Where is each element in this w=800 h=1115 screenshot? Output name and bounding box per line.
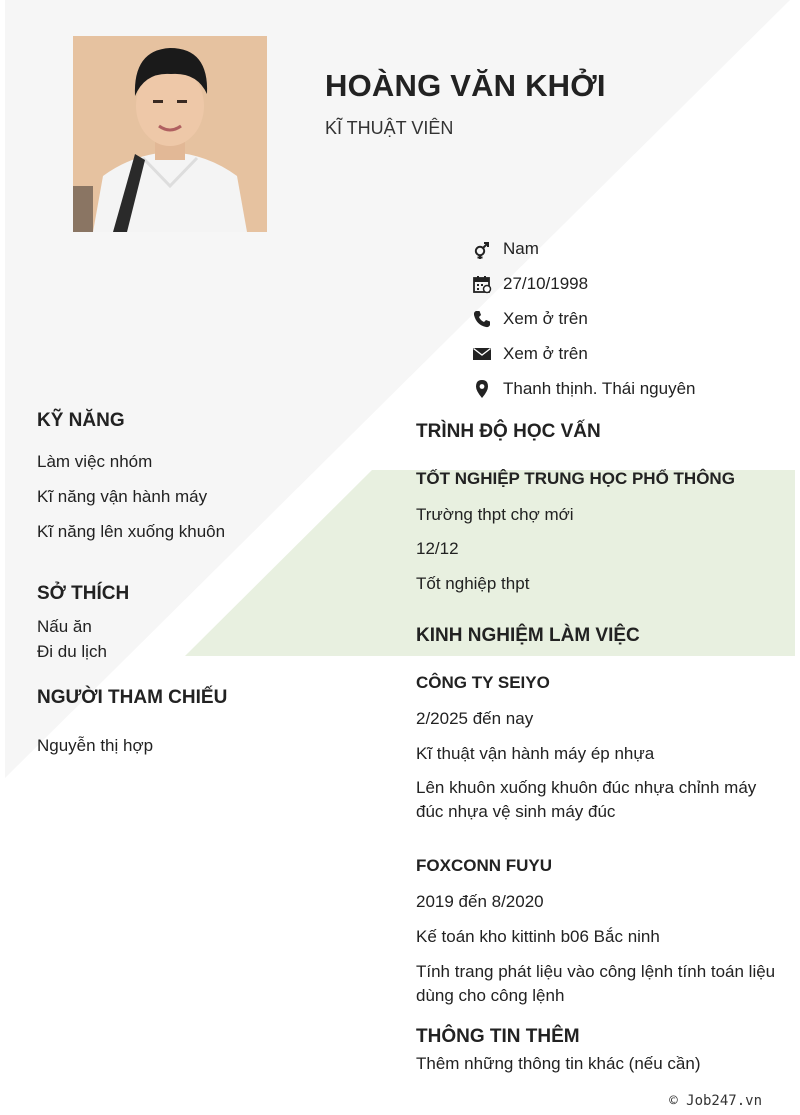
skill-item: Làm việc nhóm bbox=[37, 452, 153, 471]
gender-value: Nam bbox=[503, 239, 539, 259]
address-value: Thanh thịnh. Thái nguyên bbox=[503, 378, 696, 398]
job-company: CÔNG TY SEIYO bbox=[416, 673, 550, 692]
skill-item: Kĩ năng vận hành máy bbox=[37, 487, 208, 506]
hobbies-heading: SỞ THÍCH bbox=[37, 583, 130, 604]
birthdate-value: 27/10/1998 bbox=[503, 274, 589, 294]
experience-heading: KINH NGHIỆM LÀM VIỆC bbox=[416, 625, 640, 646]
job-period: 2019 đến 8/2020 bbox=[416, 892, 544, 911]
education-heading: TRÌNH ĐỘ HỌC VẤN bbox=[416, 421, 601, 442]
profile-photo bbox=[73, 36, 267, 232]
education-note: Tốt nghiệp thpt bbox=[416, 574, 530, 593]
hobby-item: Nấu ăn bbox=[37, 617, 92, 636]
job-position: Kế toán kho kittinh b06 Bắc ninh bbox=[416, 927, 660, 946]
education-degree: TỐT NGHIỆP TRUNG HỌC PHỔ THÔNG bbox=[416, 469, 735, 488]
calendar-icon bbox=[472, 274, 492, 294]
footer-copyright: © Job247.vn bbox=[669, 1093, 762, 1109]
location-pin-icon bbox=[472, 379, 492, 399]
info-email bbox=[472, 336, 792, 371]
job-description: Tính trang phát liệu vào công lệnh tính toán liệu dùng cho công lệnh bbox=[416, 962, 776, 1005]
candidate-name: HOÀNG VĂN KHỞI bbox=[325, 68, 606, 103]
job-company: FOXCONN FUYU bbox=[416, 856, 552, 875]
info-gender bbox=[472, 232, 792, 267]
personal-info-list bbox=[472, 232, 792, 406]
job-description: Lên khuôn xuống khuôn đúc nhựa chỉnh máy đúc nhựa vệ sinh máy đúc bbox=[416, 778, 757, 821]
job-position: Kĩ thuật vận hành máy ép nhựa bbox=[416, 744, 655, 763]
phone-value: Xem ở trên bbox=[503, 308, 588, 328]
education-period: 12/12 bbox=[416, 539, 459, 558]
email-value: Xem ở trên bbox=[503, 343, 588, 363]
email-icon bbox=[472, 344, 492, 364]
references-heading: NGƯỜI THAM CHIẾU bbox=[37, 687, 228, 708]
skills-heading: KỸ NĂNG bbox=[37, 410, 125, 431]
info-phone bbox=[472, 302, 792, 337]
reference-item: Nguyễn thị hợp bbox=[37, 736, 154, 755]
job-title: KĨ THUẬT VIÊN bbox=[325, 118, 454, 138]
additional-text: Thêm những thông tin khác (nếu cần) bbox=[416, 1054, 701, 1073]
info-address bbox=[472, 371, 792, 406]
gender-icon bbox=[472, 239, 492, 259]
additional-heading: THÔNG TIN THÊM bbox=[416, 1026, 580, 1047]
job-period: 2/2025 đến nay bbox=[416, 709, 534, 728]
phone-icon bbox=[472, 309, 492, 329]
hobby-item: Đi du lịch bbox=[37, 642, 107, 661]
skill-item: Kĩ năng lên xuống khuôn bbox=[37, 522, 226, 541]
education-school: Trường thpt chợ mới bbox=[416, 505, 574, 524]
info-birthdate bbox=[472, 267, 792, 302]
